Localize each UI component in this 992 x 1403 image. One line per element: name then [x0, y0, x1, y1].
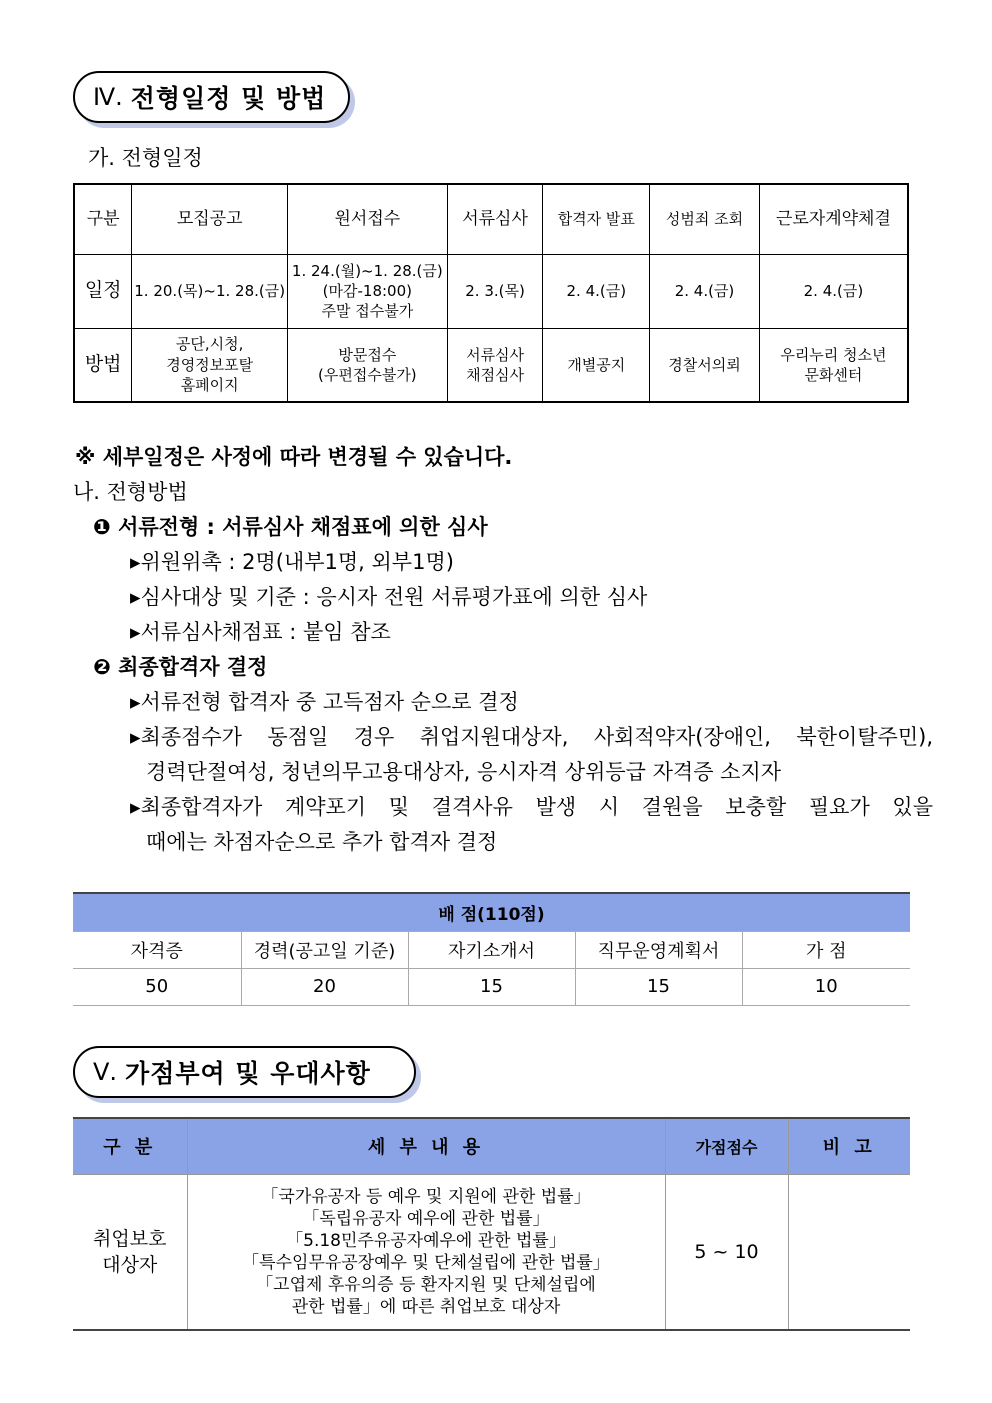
schedule-row-dates: [74, 254, 908, 328]
schedule-notice: ※ 세부일정은 사정에 따라 변경될 수 있습니다.: [75, 445, 513, 469]
cell-criminal-check-date: 2. 4.(금): [650, 254, 760, 328]
step-2-bullet-cont: 때에는 차점자순으로 추가 합격자 결정: [146, 830, 498, 854]
schedule-header: 근로자계약체결: [759, 184, 908, 254]
schedule-header: 원서접수: [288, 184, 448, 254]
schedule-header-row: [74, 184, 908, 254]
law-line: 「고엽제 후유의증 등 환자지원 및 단체설립에: [256, 1274, 596, 1295]
bonus-category-line: 대상자: [102, 1253, 158, 1276]
score-value: 15: [575, 968, 742, 1005]
cell-contract-method: [759, 328, 908, 402]
step-1-bullet: ▸위원위촉 : 2명(내부1명, 외부1명): [130, 550, 454, 574]
method-section: [73, 440, 933, 860]
row-label-methods: 방법: [74, 328, 132, 402]
bonus-header-row: [73, 1118, 910, 1174]
cell-application-date: [288, 254, 448, 328]
review-method-line: 채점심사: [466, 365, 525, 384]
section-5-heading: 가점부여 및 우대사항: [125, 1059, 371, 1088]
section-4-heading: 전형일정 및 방법: [130, 84, 327, 113]
schedule-header: 모집공고: [132, 184, 288, 254]
notice-method-line: 경영정보포탈: [166, 355, 254, 374]
bonus-points: 5 ~ 10: [665, 1174, 788, 1330]
step-2-bullet: ▸최종점수가 동점일 경우 취업지원대상자, 사회적약자(장애인, 북한이탈주민),: [130, 725, 933, 749]
cell-application-method: [288, 328, 448, 402]
score-value: 50: [73, 968, 241, 1005]
step-2-bullet-cont: 경력단절여성, 청년의무고용대상자, 응시자격 상위등급 자격증 소지자: [146, 760, 782, 784]
schedule-subtitle: 가. 전형일정: [88, 146, 203, 170]
section-4-title: [73, 71, 350, 123]
method-subtitle: 나. 전형방법: [73, 480, 188, 504]
law-line: 「5.18민주유공자예우에 관한 법률」: [286, 1230, 566, 1251]
cell-document-review-date: 2. 3.(목): [447, 254, 543, 328]
score-value: 15: [408, 968, 575, 1005]
review-method-line: 서류심사: [466, 345, 525, 364]
bonus-header: 비 고: [788, 1118, 910, 1174]
law-line: 관한 법률」에 따른 취업보호 대상자: [291, 1296, 561, 1317]
score-value-row: [73, 968, 910, 1005]
cell-result-date: 2. 4.(금): [543, 254, 650, 328]
step-1-bullet: ▸서류심사채점표 : 붙임 참조: [130, 620, 391, 644]
step-1-title: ❶ 서류전형 : 서류심사 채점표에 의한 심사: [93, 515, 488, 539]
contract-method-line: 문화센터: [804, 365, 863, 384]
bonus-header: 가점점수: [665, 1118, 788, 1174]
schedule-header: 성범죄 조회: [650, 184, 760, 254]
score-header: 가 점: [742, 931, 910, 968]
bonus-header: 세 부 내 용: [187, 1118, 665, 1174]
application-deadline: (마감-18:00): [322, 281, 412, 300]
cell-notice-date: 1. 20.(목)~1. 28.(금): [132, 254, 288, 328]
application-weekend-note: 주말 접수불가: [321, 302, 414, 321]
bonus-row: [73, 1174, 910, 1330]
bonus-category: [73, 1174, 187, 1330]
law-line: 「독립유공자 예우에 관한 법률」: [302, 1208, 550, 1229]
score-value: 20: [241, 968, 408, 1005]
schedule-row-methods: [74, 328, 908, 402]
score-title: 배 점(110점): [73, 893, 910, 931]
score-title-row: [73, 893, 910, 931]
section-5-title: [73, 1046, 416, 1098]
score-header: 자격증: [73, 931, 241, 968]
schedule-header: 서류심사: [447, 184, 543, 254]
application-method-line: 방문접수: [338, 345, 397, 364]
bonus-details: [187, 1174, 665, 1330]
score-header-row: [73, 931, 910, 968]
row-label-dates: 일정: [74, 254, 132, 328]
application-period: 1. 24.(월)~1. 28.(금): [291, 261, 443, 280]
schedule-header: 구분: [74, 184, 132, 254]
step-2-title: ❷ 최종합격자 결정: [93, 655, 268, 679]
bonus-note: [788, 1174, 910, 1330]
section-4-number: Ⅳ.: [93, 83, 123, 111]
cell-result-method: 개별공지: [543, 328, 650, 402]
bonus-header: 구 분: [73, 1118, 187, 1174]
cell-contract-date: 2. 4.(금): [759, 254, 908, 328]
section-5-number: Ⅴ.: [93, 1058, 118, 1086]
schedule-table: [73, 183, 909, 403]
score-value: 10: [742, 968, 910, 1005]
score-header: 자기소개서: [408, 931, 575, 968]
law-line: 「국가유공자 등 예우 및 지원에 관한 법률」: [261, 1186, 591, 1207]
cell-notice-method: [132, 328, 288, 402]
law-line: 「특수임무유공장예우 및 단체설립에 관한 법률」: [242, 1252, 610, 1273]
bonus-table: [73, 1117, 910, 1331]
cell-review-method: [447, 328, 543, 402]
notice-method-line: 공단,시청,: [175, 335, 244, 354]
step-2-bullet: ▸최종합격자가 계약포기 및 결격사유 발생 시 결원을 보충할 필요가 있을: [130, 795, 933, 819]
notice-method-line: 홈페이지: [180, 375, 239, 394]
step-1-bullet: ▸심사대상 및 기준 : 응시자 전원 서류평가표에 의한 심사: [130, 585, 648, 609]
bonus-category-line: 취업보호: [93, 1227, 167, 1250]
cell-check-method: 경찰서의뢰: [650, 328, 760, 402]
score-header: 경력(공고일 기준): [241, 931, 408, 968]
score-header: 직무운영계획서: [575, 931, 742, 968]
schedule-header: 합격자 발표: [543, 184, 650, 254]
contract-method-line: 우리누리 청소년: [780, 345, 887, 364]
score-table: [73, 892, 910, 1006]
application-method-line: (우편접수불가): [318, 365, 417, 384]
step-2-bullet: ▸서류전형 합격자 중 고득점자 순으로 결정: [130, 690, 519, 714]
